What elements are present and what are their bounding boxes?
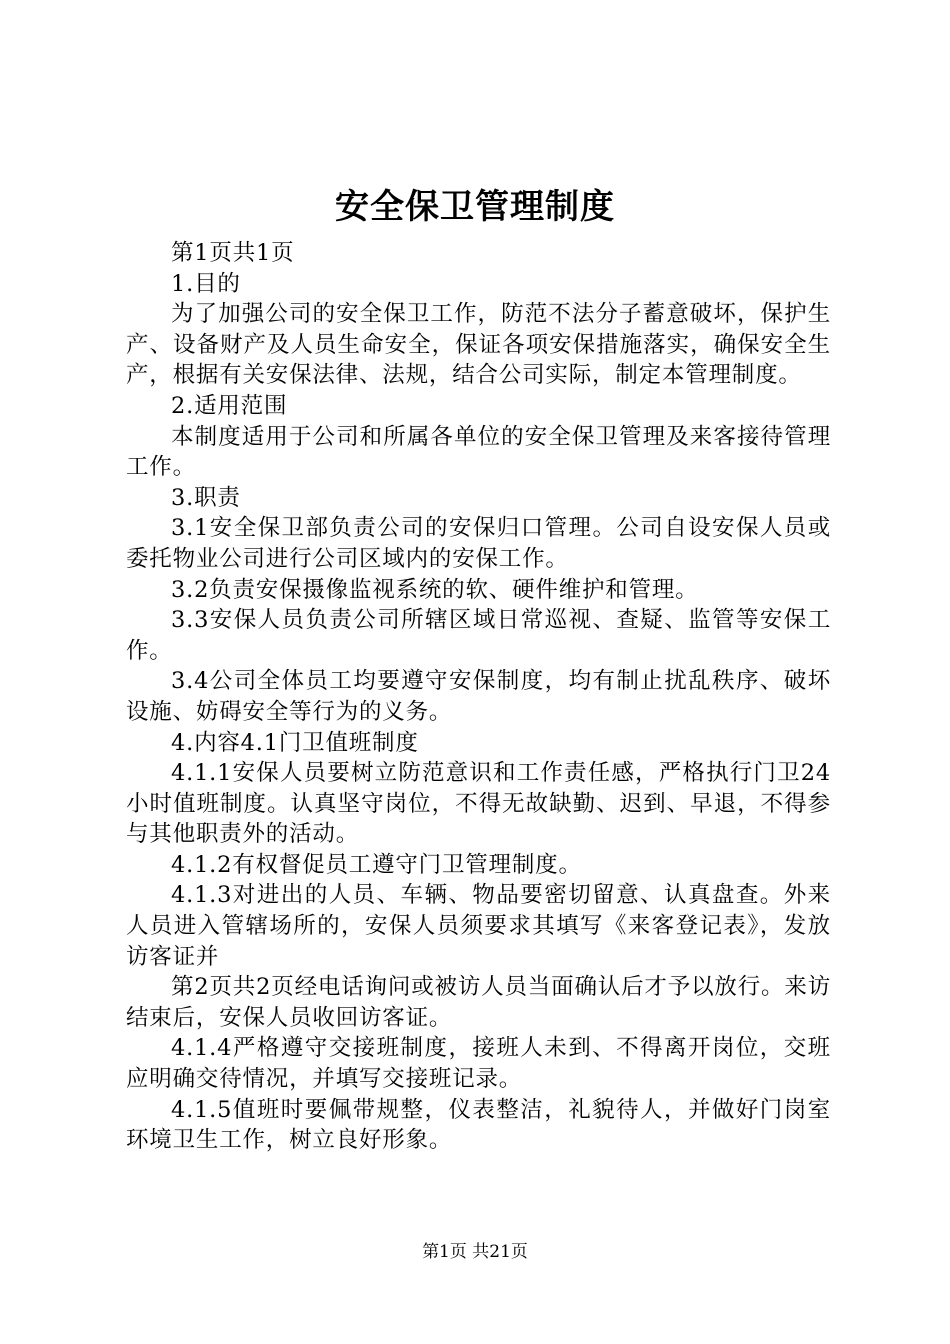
page-footer: 第1页 共21页 bbox=[422, 1242, 528, 1262]
paragraph-page-break-note: 第2页共2页经电话询问或被访人员当面确认后才予以放行。来访结束后，安保人员收回访客证。 bbox=[126, 974, 831, 1031]
paragraph-rule-4-1-4: 4.1.4严格遵守交接班制度，接班人未到、不得离开岗位，交班应明确交待情况，并填写交接班记录。 bbox=[126, 1035, 831, 1093]
section-heading-purpose: 1.目的 bbox=[171, 270, 241, 297]
paragraph-purpose: 为了加强公司的安全保卫工作，防范不法分子蓄意破坏，保护生产、设备财产及人员生命安全，保证各项安保措施落实，确保安全生产，根据有关安保法律、法规，结合公司实际，制定本管理制度。 bbox=[126, 301, 831, 389]
paragraph-duty-3-4: 3.4公司全体员工均要遵守安保制度，均有制止扰乱秩序、破坏设施、妨碍安全等行为的义务。 bbox=[126, 668, 831, 725]
section-heading-content: 4.内容4.1门卫值班制度 bbox=[171, 729, 419, 756]
document-body bbox=[126, 238, 831, 1156]
paragraph-rule-4-1-1: 4.1.1安保人员要树立防范意识和工作责任感，严格执行门卫24小时值班制度。认真坚守岗位，不得无故缺勤、迟到、早退，不得参与其他职责外的活动。 bbox=[126, 760, 831, 848]
paragraph-scope: 本制度适用于公司和所属各单位的安全保卫管理及来客接待管理工作。 bbox=[126, 423, 831, 481]
paragraph-page-note: 第1页共1页 bbox=[171, 240, 295, 266]
section-heading-duties: 3.职责 bbox=[171, 484, 241, 511]
paragraph-duty-3-1: 3.1安全保卫部负责公司的安保归口管理。公司自设安保人员或委托物业公司进行公司区域内的安保工作。 bbox=[126, 515, 831, 572]
paragraph-duty-3-3: 3.3安保人员负责公司所辖区域日常巡视、查疑、监管等安保工作。 bbox=[126, 607, 831, 664]
paragraph-rule-4-1-2: 4.1.2有权督促员工遵守门卫管理制度。 bbox=[171, 851, 582, 878]
document-title: 安全保卫管理制度 bbox=[335, 187, 615, 227]
paragraph-rule-4-1-3: 4.1.3对进出的人员、车辆、物品要密切留意、认真盘查。外来人员进入管辖场所的，安保人员须要求其填写《来客登记表》，发放访客证并 bbox=[126, 882, 831, 970]
paragraph-rule-4-1-5: 4.1.5值班时要佩带规整，仪表整洁，礼貌待人，并做好门岗室环境卫生工作，树立良好形象。 bbox=[126, 1096, 831, 1154]
section-heading-scope: 2.适用范围 bbox=[171, 392, 288, 419]
paragraph-duty-3-2: 3.2负责安保摄像监视系统的软、硬件维护和管理。 bbox=[171, 576, 699, 603]
